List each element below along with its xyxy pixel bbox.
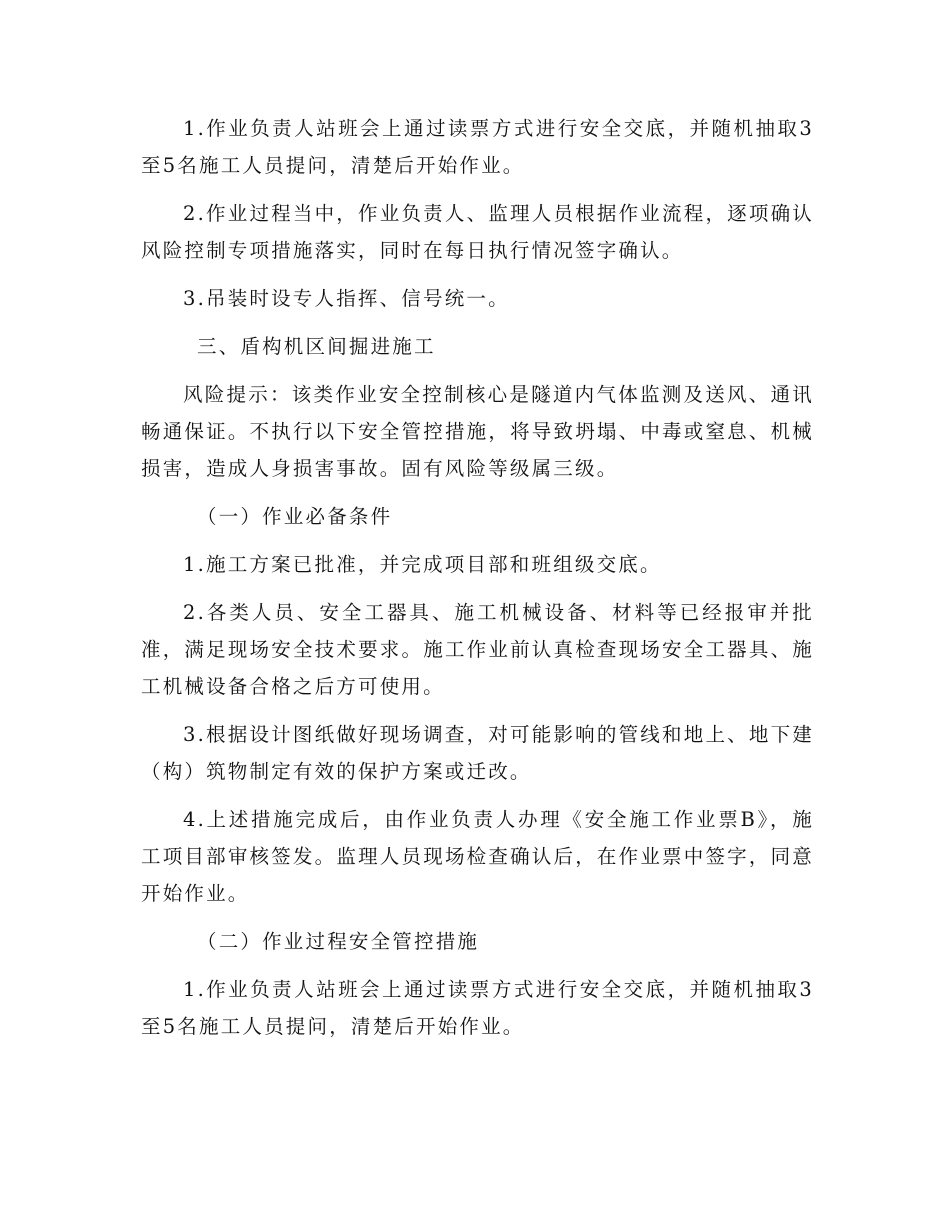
paragraph-1: 1.作业负责人站班会上通过读票方式进行安全交底，并随机抽取3至5名施工人员提问，清楚后开始作业。 [141,117,814,177]
paragraph-8: 1.作业负责人站班会上通过读票方式进行安全交底，并随机抽取3至5名施工人员提问，清楚后开始作业。 [141,978,814,1038]
risk-notice-paragraph: 风险提示：该类作业安全控制核心是隧道内气体监测及送风、通讯畅通保证。不执行以下安全管控措施，将导致坍塌、中毒或窒息、机械损害，造成人身损害事故。固有风险等级属三级。 [141,383,814,480]
paragraph-6: 3.根据设计图纸做好现场调查，对可能影响的管线和地上、地下建（构）筑物制定有效的保护方案或迁改。 [141,723,814,783]
section-heading: 三、盾构机区间掘进施工 [197,335,436,358]
subsection-heading-1: （一）作业必备条件 [197,505,393,528]
paragraph-3: 3.吊装时设专人指挥、信号统一。 [183,287,510,310]
paragraph-2: 2.作业过程当中，作业负责人、监理人员根据作业流程，逐项确认风险控制专项措施落实，同时在每日执行情况签字确认。 [141,202,814,262]
subsection-heading-2: （二）作业过程安全管控措施 [197,930,480,953]
paragraph-5: 2.各类人员、安全工器具、施工机械设备、材料等已经报审并批准，满足现场安全技术要求。施工作业前认真检查现场安全工器具、施工机械设备合格之后方可使用。 [141,601,814,698]
paragraph-4: 1.施工方案已批准，并完成项目部和班组级交底。 [183,553,662,576]
paragraph-7: 4.上述措施完成后，由作业负责人办理《安全施工作业票B》，施工项目部审核签发。监理人员现场检查确认后，在作业票中签字，同意开始作业。 [141,808,814,905]
